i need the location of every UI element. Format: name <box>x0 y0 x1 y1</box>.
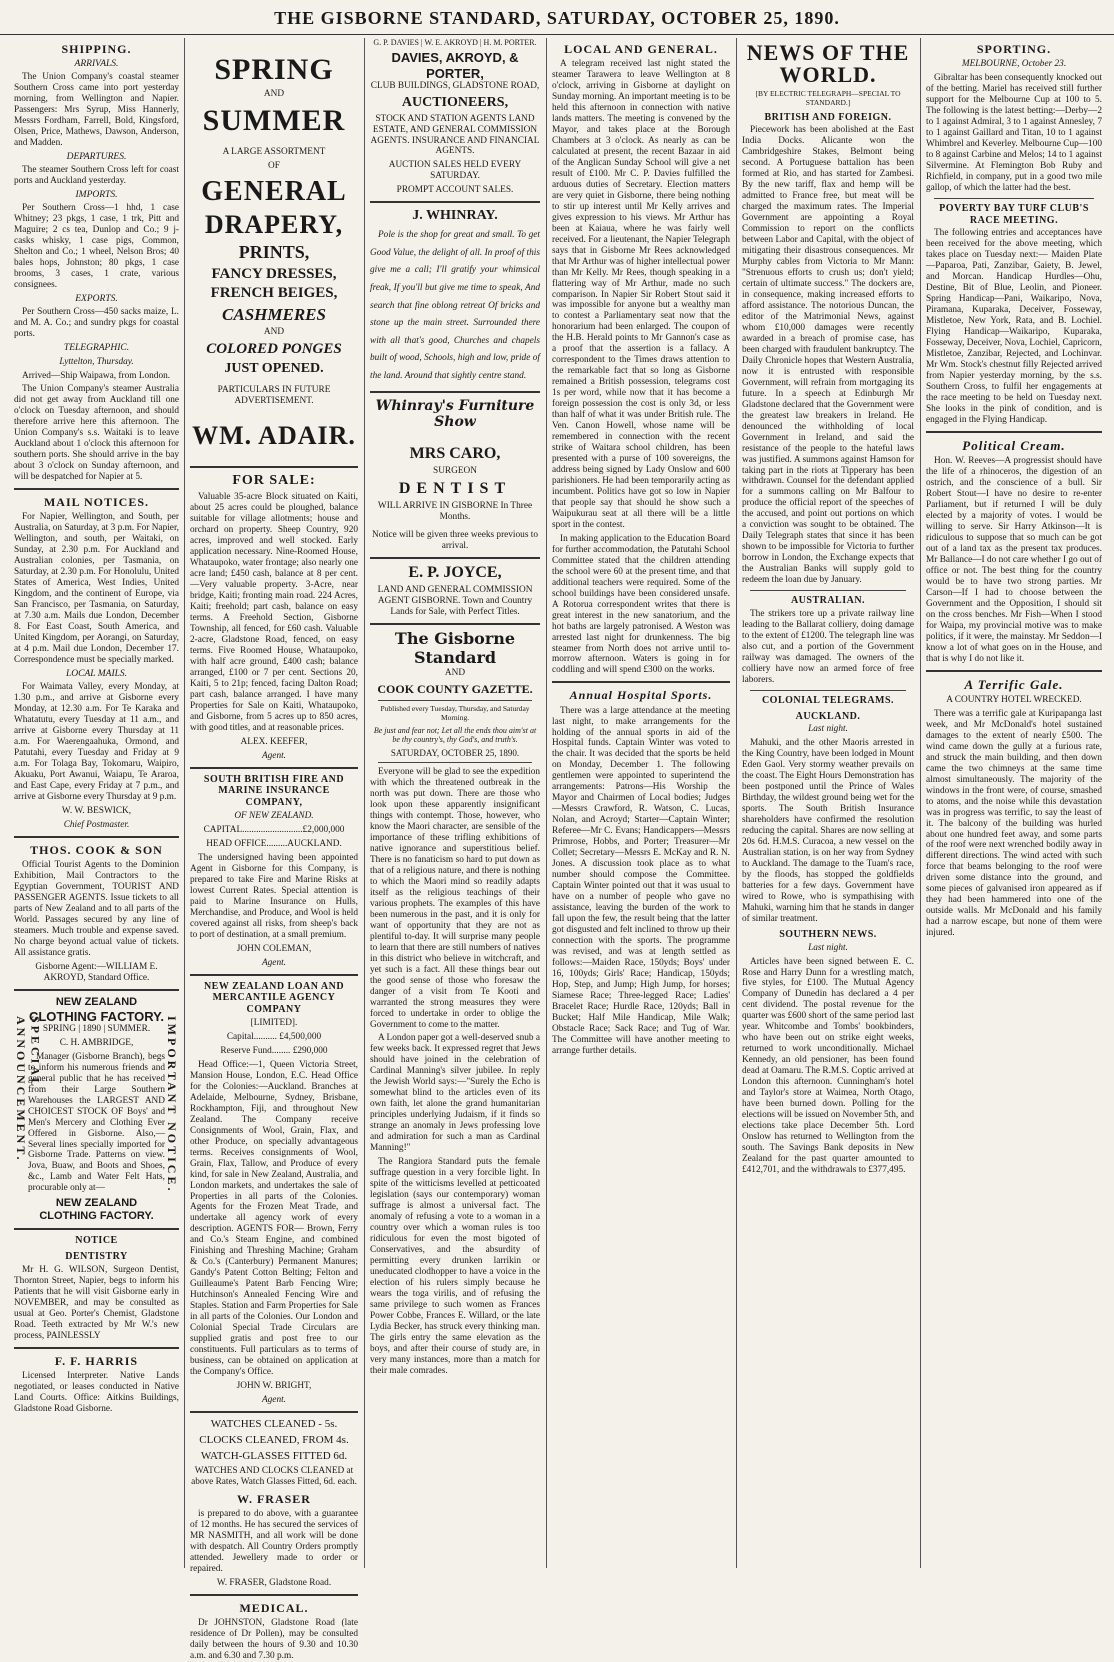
australian-heading: AUSTRALIAN. <box>790 595 866 607</box>
auckland-heading: AUCKLAND. <box>795 710 861 722</box>
leader-text: Everyone will be glad to see the expedition with which the threatened outbreak in the north was put down. There are those who look upon these apparently insignificant things with contempt. Those, however, who know the Maori character, are sensible of the importance of these trifling exhibitions of native ignorance and superstitious belief. There is no fanaticism so hard to put down as that of a religious nature, and there is nothing to which the Maori mind so readily adapts itself as the religious teachings of their various prophets. The examples of this have been numerous in the past, and it is only for want of opportunity that they are not as plentiful to-day. It will surprise many people to learn that there are still numbers of natives in this district who believe in witchcraft, and yet such is a fact. All these things bear out the good sense of those who foresaw the danger of a visit from Te Kooti and warranted the strong measures they were forced to undertake in order to oblige the Government to come to the matter. <box>370 767 540 1030</box>
medical-heading: MEDICAL. <box>239 1600 309 1615</box>
turf-club-heading: POVERTY BAY TURF CLUB'S RACE MEETING. <box>939 202 1089 226</box>
telegraphic-dateline: Lyttelton, Thursday. <box>59 356 134 367</box>
clothing-heading: NEW ZEALAND <box>55 995 138 1008</box>
clothing-factory-ad <box>14 996 179 1224</box>
notice-heading: NOTICE <box>75 1235 118 1247</box>
davies-sales: AUCTION SALES HELD EVERY SATURDAY. <box>388 160 522 182</box>
paper-and: AND <box>444 667 466 678</box>
cook-heading: THOS. COOK & SON <box>30 842 163 857</box>
side-banner-right: IMPORTANT NOTICE. <box>165 1015 179 1194</box>
divider <box>378 700 532 701</box>
divider <box>934 198 1094 199</box>
south-british-office: HEAD OFFICE.........AUCKLAND. <box>206 838 342 849</box>
davies-text: STOCK AND STATION AGENTS LAND ESTATE, AND GENERAL COMMISSION AGENTS. INSURANCE AND FINANCIAL AGENTS. <box>370 113 540 157</box>
divider <box>370 623 540 625</box>
beiges-title: FRENCH BEIGES, <box>210 285 338 302</box>
paper-motto: Be just and fear not; Let all the ends thou aim'st at be thy country's, thy God's, and truth's. <box>373 725 537 745</box>
exports-heading: EXPORTS. <box>75 294 118 305</box>
fraser-address: W. FRASER, Gladstone Road. <box>216 1577 332 1588</box>
fancy-title: FANCY DRESSES, <box>211 265 337 282</box>
political-cream-text: Hon. W. Reeves—A progressist should have the life of a rhinoceros, the digestion of an ostrich, and the conscience of a bull. Sir Robert Stout—I have no desire to re-enter Parliament, but if returned I will be duly elected by a majority of votes. I would be willing to serve. Sir Harry Atkinson—It is ridiculous to suppose that so much can be got out of a land tax as the present tax produces. Mr Ballance—I do not care whether I go out of office or not. The best thing for the country would be to have two strong parties. Mr Carson—If I had to choose between the Government and the Opposition, I should sit on the cross benches. Mr Fish—When I stood for Waipa, my provincial motive was to make politics, if it were, the mainstay. Mr Seddon—I know a lot of what goes on in the House, and that is why I do not like it. <box>926 456 1102 664</box>
and-word-2: AND <box>263 327 285 338</box>
harris-text: Licensed Interpreter. Native Lands negotiated, or leases conducted in Native Land Courts. Office: Aitkins Buildings, Gladstone Road Gisborne. <box>14 1370 179 1414</box>
column-3 <box>370 38 540 1568</box>
caro-surgeon: SURGEON <box>433 465 477 476</box>
sporting-dateline: MELBOURNE, October 23. <box>961 59 1067 70</box>
caro-dentist: DENTIST <box>398 479 512 497</box>
side-banner-left: SPECIAL ANNOUNCEMENT. <box>14 1015 43 1162</box>
divider <box>14 488 179 490</box>
forsale-text: Valuable 35-acre Block situated on Kaiti, about 25 acres could be ploughed, balance suitable for village allotments; house and orchard on property. Sheep Country, 920 acres, improved and well stocked. Early application necessary. Nine-Roomed House, Whataupoko, water frontage; also nearly one acre land; £450 cash, balance at 8 per cent.—Very valuable property. 3-Acre, near bridge, Kaiti; fronting main road. 224 Acres, Kaiti; freehold; part cash, balance on easy terms. A Freehold Section, Gisborne Township, all fenced, for £60 cash. Valuable 2-acre, Gladstone Road, fenced, on easy terms. Five Roomed House, Whataupoko, with half acre ground, £400 cash; balance arranged, £100 or 7 per cent. Sections 20, Kaiti, 5 to 21p; fenced, facing Dalton Road; part cash, balance arranged. I have many Properties for Sale on Kaiti, Whataupoko, and Gisborne, from 5 acres up to 850 acres, with good titles, and at reasonable prices. <box>190 492 358 733</box>
column-rule <box>920 38 921 1568</box>
clothing-text: Manager (Gisborne Branch), begs to inform his numerous friends and general public that he has received from their Large Southern Warehouses the LARGEST AND CHOICEST STOCK OF Boys' and Men's Mercery and Clothing Ever Offered in Gisborne. Also,— Several lines specially imported for Gisborne Trade. Patterns on view. Jova, Buaw, and Boots and Shoes, &c., Lamb and Water Felt Hats, procurable only at— <box>28 1051 165 1194</box>
colonial-heading: COLONIAL TELEGRAMS. <box>761 694 895 706</box>
sports-heading: Annual Hospital Sports. <box>569 688 713 703</box>
nz-loan-capital: Capital.......... £4,500,000 <box>226 1031 322 1042</box>
imports-text: Per Southern Cross—1 hhd, 1 case Whitney; 23 pkgs, 1 case, 1 trk, Pitt and Maguire; 2 cs tea, Dunlop and Co.; 9 j-casks whisky, 1 case pigs, Common, Shelton and Co.; 1 wheel, Nelson Bros; 40 bales hops, Johnston; 80 pkgs, 1 case brooms, 3 cases, 1 crate, various consignees. <box>14 203 179 291</box>
summer-title: SUMMER <box>202 104 346 138</box>
column-rule <box>184 38 185 1568</box>
general-title: GENERAL <box>201 175 347 207</box>
joyce-text: LAND AND GENERAL COMMISSION AGENT GISBORNE. Town and Country Lands for Sale, with Perfect Titles. <box>377 585 533 618</box>
southern-news-heading: SOUTHERN NEWS. <box>779 928 877 940</box>
keefer-role: Agent. <box>261 750 286 761</box>
joyce-heading: E. P. JOYCE, <box>408 564 502 582</box>
arrivals-heading: ARRIVALS. <box>74 59 119 70</box>
local-general-heading: LOCAL AND GENERAL. <box>564 42 718 56</box>
divider <box>378 762 532 763</box>
turf-club-text: The following entries and acceptances have been received for the above meeting, which takes place on Tuesday next:— Maiden Plate—Paparoa, Pati, Zanzibar, Gaiety, B. Jewel, and Morcan. Handicap Hurdles—Ohu, Destine, Bit of Blue, Leolin, and Pioneer. Spring Handicap—Pani, Waikaripo, Nova, Piramana, Kuparaka, Deceiver, Fosseway, Mistletoe, New York, Rata, and B. Lochiel. Flying Handicap—Waikaripo, Kuparaka, Fosseway, Deceiver, Nova, Lochiel, Capricorn, Mistletoe, Zanzibar, Rejected, and Lochinvar. Mr Wm. Stock's chestnut filly Rejected arrived from Napier yesterday morning, by the s.s. Southern Cross, to fulfil her engagements at the race meeting to be held on Tuesday next. She looks in the pink of condition, and is engaged in the Flying Handicap. <box>926 228 1102 425</box>
divider <box>190 974 358 976</box>
divider <box>552 681 730 683</box>
fraser-text: is prepared to do above, with a guarantee of 12 months. He has secured the services of MR NASMITH, and all work will be done with despatch. All Country Orders promptly attended. Jewellery made to order or repaired. <box>190 1508 358 1574</box>
divider <box>190 466 358 468</box>
keefer-name: ALEX. KEEFER, <box>240 736 308 747</box>
divider <box>190 1594 358 1596</box>
assortment-text: A LARGE ASSORTMENT <box>222 146 326 157</box>
leader-text-3: The Rangiora Standard puts the female suffrage question in a very forcible light. In spite of the witticisms levelled at petticoated legislation (says our contemporary) woman suffrage is almost a universal fact. The anomaly of refusing a vote to a woman in a country over which a woman rules is too ridiculous for even the most bigoted of Conservatives, and the absurdity of permitting every drunken larrikin or uneducated clodhopper to have a voice in the election of his rulers simply because he wears the toga virilis, and of refusing the same privilege to such women as Frances Power Cobbe, Frances E. Willard, or the late Lydia Becker, has struck every thinking man. The girls entry the same elevation as the boys, and after their course of study are, in very many instances, more than a match for their male comrades. <box>370 1157 540 1376</box>
divider <box>926 431 1102 433</box>
watches-rates: WATCHES AND CLOCKS CLEANED at above Rates, Watch Glasses Fitted, 6d. each. <box>191 1465 357 1487</box>
paper-date: SATURDAY, OCTOBER 25, 1890. <box>390 747 520 758</box>
masthead-title: THE GISBORNE STANDARD, SATURDAY, OCTOBER 25, 1890. <box>274 8 840 28</box>
column-rule <box>736 38 737 1568</box>
watches-line: WATCHES CLEANED - 5s. <box>210 1417 338 1430</box>
nz-loan-text: Head Office:—1, Queen Victoria Street, Mansion House, London, E.C. Head Office for the Colonies:—Auckland. Branches at Adelaide, Melbourne, Sydney, Brisbane, Rockhampton, Fiji, and throughout New Zealand. The Company receive Consignments of Wool, Grain, Flax, and other Produce, on specially advantageous terms. Receives consignments of Wool, Grain, Flax, Tallow, and Produce of every kind, for sale in New Zealand, Australia, and London markets, and undertakes the sale of Properties in all parts of the Colonies. Agents for the Frozen Meat Trade, and undertake all agency work of every description. AGENTS FOR— Brown, Ferry and Co.'s Steam Engine, and combined Finishing and Threshing Machine; Graham & Co.'s (Canterbury) Permanent Manures; Gandy's Patent Cotton Belting; Felton and Guilleaume's Patent Barb Fencing Wire; Hutchinson's Annealed Fencing Wire and Staples. Station and Farm Properties for Sale in all parts of the Colonies. Our London and Colonial Special Trade Circulars are supplied gratis and post free to our constituents. Full particulars as to terms of business, can be obtained on application at the Company's Office. <box>190 1059 358 1377</box>
furniture-show-heading: Whinray's Furniture Show <box>375 397 535 431</box>
glasses-line: WATCH-GLASSES FITTED 6d. <box>200 1449 348 1462</box>
column-6 <box>926 38 1102 1568</box>
cook-text: Official Tourist Agents to the Dominion Exhibition, Mail Contractors to the Egyptian Government, TOURIST AND PASSENGER AGENTS. Issue tickets to all parts of New Zealand and to all parts of the World. Passages secured by any line of steamers. Much trouble and expense saved. No charge beyond actual value of tickets. All assistance gratis. <box>14 859 179 958</box>
departures-heading: DEPARTURES. <box>66 152 127 163</box>
divider <box>14 836 179 838</box>
masthead <box>0 8 1114 35</box>
south-british-capital: CAPITAL..........................£2,000,000 <box>203 824 345 835</box>
columns <box>14 38 1104 1661</box>
caro-heading: MRS CARO, <box>409 444 501 462</box>
news-of-world-heading: NEWS OF THE WORLD. <box>746 40 910 87</box>
gale-subheading: A COUNTRY HOTEL WRECKED. <box>946 694 1082 705</box>
nz-loan-reserve: Reserve Fund........ £290,000 <box>220 1045 328 1056</box>
divider <box>190 767 358 769</box>
column-5 <box>742 38 914 1568</box>
ponges-title: COLORED PONGES <box>206 341 342 358</box>
british-foreign-text: Piecework has been abolished at the East India Docks. Alicante won the Cambridgeshire Stakes, Belmont being second. A Portuguese battalion has been formed at Rio, and has started for Zambesi. By the new tariff, flax and hemp will be admitted to France free, but meat will be charged the maximum rates. The Imperial Government are appointing a Royal Commission to report on the conflicts between Labor and Capital, with the object of mitigating their disastrous consequences. Mr Murphy cables from Victoria to Mr Mann: "Strenuous efforts to crush us; don't yield; certain of ultimate success." The dockers are, in consequence, making increased efforts to afford assistance. The notorious Duncan, the editor of the Matrimonial News, against whom £10,000 damages were recently awarded in a breach of promise case, has been charged with fraudulent bankruptcy. The Daily Chronicle hopes that Western Australia, now it is entrusted with responsible Government, will refrain from mortgaging its future. In a speech at Edinburgh Mr Gladstone declared that the Government were the greatest law breakers in Ireland. He denounced the withholding of local Government in Ireland, and said the resistance of the people to the hateful laws was justified. A summons against Hamson for taking part in the riots at Tipperary has been withdrawn. Counsel for the defendant applied for a summons calling on Mr Balfour to produce the official report of the speeches of the accused, and point out portions on which a conviction was sought to be obtained. The Daily Telegraph states that since it has been shown to be impossible for Victoria to further borrow in London, the Exchange expects that the Australian Banks will supply gold to redeem the loan due by January. <box>742 125 914 586</box>
divider <box>14 989 179 991</box>
opened-title: JUST OPENED. <box>224 360 324 376</box>
departures-text: The steamer Southern Cross left for coast ports and Auckland yesterday. <box>14 165 179 187</box>
divider <box>370 201 540 203</box>
sporting-text: Gibraltar has been consequently knocked out of the betting. Mariel has received still further support for the Melbourne Cup at 100 to 5. The following is the latest betting:—Derby—2 to 1 against Admiral, 3 to 1 against Annesley, 7 to 1 against Gaillard and Titan, 10 to 1 against Whimbrel and Keverley. Melbourne Cup—100 to 8 against Carbine and Melos; 14 to 1 against Silvermine. At Flemington Bob Ruby and Richfield, in company, put in a good two mile gallop, of which the latter had the best. <box>926 73 1102 193</box>
gale-text: There was a terrific gale at Kuripapanga last week, and Mr McDonald's hotel sustained damages to the extent of nearly £500. The wind came down the gully at a furious rate, and struck the main building, and then down came the two chimneys at the same time almost simultaneously. The majority of the windows in the front were, of course, smashed to atoms, and the noise while this devastation was in progress was terrific, to say the least of it. The balcony of the building was hurled about one hundred feet away, and some parts of the roof were next wrenched bodily away in different directions. The wind acted with such force that beams belonging to the roof were driven some distance into the ground, and some pieces of galvanised iron appeared as if they had been hammered into one of the outside walls. Mr McDonald and his family had a narrow escape, but none of them were injured. <box>926 708 1102 939</box>
leader-text-2: A London paper got a well-deserved snub a few weeks back. It expressed regret that Jews should have joined in the celebration of Cardinal Manning's silver jubilee. In reply the Jewish World says:—"Surely the Echo is somewhat blind to the articles even of its own faith, let alone the grand humanitarian principles underlying Judaism, if it finds so strange an anomaly in Jews professing love and admiration for such a man as Cardinal Manning!" <box>370 1033 540 1154</box>
and-word: AND <box>263 89 285 100</box>
caro-text: WILL ARRIVE IN GISBORNE In Three Months. <box>377 500 533 522</box>
cook-agent: Gisborne Agent:—WILLIAM E. AKROYD, Standard Office. <box>35 961 158 983</box>
local-general-text-2: In making application to the Education Board for further accommodation, the Patutahi School Committee stated that the children attending the school were 60 at the present time, and that additional teachers were required. Some of the school buildings have been considered unsafe. A Rotorua correspondent writes that there is great interest in the new sanatorium, and the hot baths are largely patronised. A Weston was arrested last night for drunkenness. The big steamer from North does not arrive until to-morrow afternoon. Waters is going in for coddling and will spend £300 on the works. <box>552 533 730 676</box>
local-mails-heading: LOCAL MAILS. <box>65 668 128 679</box>
divider <box>14 1228 179 1230</box>
divider <box>190 1411 358 1413</box>
column-rule <box>364 38 365 1568</box>
southern-dateline: Last night. <box>808 942 848 953</box>
prints-title: PRINTS, <box>238 242 310 263</box>
column-4 <box>552 38 730 1568</box>
divider <box>750 690 906 691</box>
divider <box>926 670 1102 672</box>
bright-name: JOHN W. BRIGHT, <box>236 1380 312 1391</box>
auckland-dateline: Last night. <box>808 724 848 735</box>
medical-text: Dr JOHNSTON, Gladstone Road (late residence of Dr Pollen), may be consulted daily between the hours of 9.30 and 10.30 a.m. and 6.30 and 7.30 p.m. <box>190 1617 358 1661</box>
drapery-title: DRAPERY, <box>204 209 344 239</box>
auckland-text: Mahuki, and the other Maoris arrested in the King Country, have been lodged in Mount Eden Gaol. Very stormy weather prevails on the coast. The Eight Hours Demonstration has been postponed until the Prince of Wales Birthday, the wildest ground being wet for the sports. The South British Insurance shareholders have confirmed the resolution reducing the capital. Shares are now selling at 20s 6d. H.M.S. Curacoa, a new vessel on the Australian station, is on her way from Sydney to Auckland. The damage to the Tuam's race, by the floods, has stopped the goldfields batteries for a few days. Government have wired to Rowe, who is sympathising with Mahuki, warning him that he stands in danger of similar treatment. <box>742 738 914 924</box>
caro-note: Notice will be given three weeks previous to arrival. <box>371 530 538 552</box>
divider <box>750 590 906 591</box>
divider <box>370 557 540 559</box>
column-1 <box>14 38 179 1568</box>
adair-title: WM. ADAIR. <box>192 421 356 451</box>
davies-prompt: PROMPT ACCOUNT SALES. <box>396 185 514 196</box>
dentistry-text: Mr H. G. WILSON, Surgeon Dentist, Thornton Street, Napier, begs to inform his Patients that he will visit Gisborne early in NOVEMBER, and may be consulted as usual at Geo. Porter's Chemist, Gladstone Road. Teeth extracted by Mr W.'s new process, PAINLESSLY <box>14 1264 179 1341</box>
south-british-sub: OF NEW ZEALAND. <box>234 810 314 821</box>
postmaster-role: Chief Postmaster. <box>63 819 130 830</box>
bright-role: Agent. <box>261 1394 286 1405</box>
spring-title: SPRING <box>214 53 334 86</box>
union-text: The Union Company's steamer Australia did not get away from Auckland till one o'clock on Tuesday afternoon, and should therefore arrive here this afternoon. The Union Company's s.s. Waitaki is to leave Auckland about 1 o'clock this afternoon for southern ports. She should arrive in the bay about 3 o'clock on Sunday afternoon, and will be despatched for Napier at 5. <box>14 384 179 483</box>
particulars-text: PARTICULARS IN FUTURE ADVERTISEMENT. <box>217 385 331 407</box>
local-general-text: A telegram received last night stated the steamer Tarawera to leave Wellington at 8 o'clock, arriving in Gisborne at daylight on Sunday morning. An important meeting is to be held this afternoon in connection with native lands matters. The meeting is convened by the Mayor, and takes place at the Borough Chambers at 3 o'clock. As nearly as can be calculated at present, the recent Bazaar in aid of the Anglican Sunday School will give a net result of £100. Mr C. P. Davies fulfilled the arduous duties of Secretary. Election matters are very quiet in Gisborne, there being nothing to stir up interest until Mr Kelly arrives and gives expression to his views. Mr Arthur has been at Kaiaua, where he was fairly well received. For a lieutenant, the Napier Telegraph says that in Gisborne Mr Rees acknowledged that Mr Arthur was of higher intellectual power than Mr Kelly. Mr Rees, though speaking in a flattering way of Mr Arthur, made no such comparison. In Napier Sir Robert Stout said it was impossible for anyone but a wealthy man to contest a Parliamentary seat now that the honorarium had been enlarged. The coupon of the H.B. Herald points to Mr Gannon's case as a proof that the assertion is a fallacy. A correspondent to the Times draws attention to the remarkable fact that so long as Gisborne remained a British possession, telegrams cost 1s per word, while now that it has become a foreign possession the cost is only 3d, or less than half of what it was under British rule. The Ven. Canon Howell, whose name will be remembered in connection with the recent strike of Waitara school children, has been presented with a purse of 100 sovereigns, the address being signed by Lady Onslow and 600 parishioners. He had been temporarily acting as incumbent. Politics have got so low in Napier that people say that should he show such a Waipukurau seat at all there will be a little sport in the contest. <box>552 59 730 530</box>
davies-heading: DAVIES, AKROYD, & PORTER, <box>391 50 519 81</box>
nz-loan-limited: [LIMITED]. <box>250 1017 298 1028</box>
nz-loan-heading: NEW ZEALAND LOAN AND MERCANTILE AGENCY COMPANY <box>203 980 345 1016</box>
clothing-footer: NEW ZEALAND CLOTHING FACTORY. <box>39 1197 154 1223</box>
australian-text: The strikers tore up a private railway line leading to the Ballarat colliery, doing damage to the extent of £1200. The telegraph line was also cut, and a portion of the Government railway was damaged. The owners of the colliery have now an armed force of free laborers. <box>742 608 914 685</box>
telegraphic-text: Arrived—Ship Waipawa, from London. <box>22 370 171 381</box>
southern-text: Articles have been signed between E. C. Rose and Harry Dunn for a wrestling match, five styles, for £100. The Mutual Agency Company of Dunedin has declared a 4 per cent dividend. The postal revenue for the quarter was £600 short of the same period last year. Whitcombe and Tombs' bookbinders, who have been out on strike eight weeks, returned to work unconditionally. Michael Kennedy, an old pensioner, has been found dead at Oamaru. The R.M.S. Coptic arrived at London this afternoon. Cunningham's hotel and Taylor's store at Waimea, North Otago, have been burned down. Polling for the elections will be issued on November 5th, and elections take place December 5th. Lord Onslow has returned to Wellington from the south. The Savings Bank deposits in New Zealand for the past quarter amounted to £412,701, and the withdrawals to £377,495. <box>742 956 914 1175</box>
of-word: OF <box>268 160 280 171</box>
divider <box>370 391 540 393</box>
whinray-poem: Pole is the shop for great and small. To get Good Value, the delight of all. In proof of this give me a call; I'll gratify your whimsical freak, If you'll but give me time to speak, And search that fine oblong retreat Of bricks and stone up the main street. Surrounded there with all that's good, Churches and chapels built of wood, Schools, high and low, pride of the land. Around that sightly centre stand. <box>370 229 540 382</box>
imports-heading: IMPORTS. <box>75 190 118 201</box>
mail-text: For Napier, Wellington, and South, per Australia, on Saturday, at 3 p.m. For Napier, Wellington, and south, per Waitaki, on Sunday, at 2.30 p.m. For Auckland and Australian colonies, per Tasmania, on Saturday, at 2.30 p.m. For Honolulu, United States of America, West Indies, United Kingdom, and the continent of Europe, via San Francisco, per Tasmania, on Saturday, at 7.30 a.m. Mails due London, December 8. For East Coast, South America, and United Kingdom, per Aorangi, on Saturday, at 4 p.m. Mail due London, December 17. Correspondence must be specially marked. <box>14 512 179 665</box>
south-british-heading: SOUTH BRITISH FIRE AND MARINE INSURANCE COMPANY, <box>203 773 345 809</box>
south-british-text: The undersigned having been appointed Agent in Gisborne for this Company, is prepared to take Fire and Marine Risks at lowest Current Rates. Special attention is paid to Marine Insurance on Hulls, Merchandise, and Produce, and Wool is held covered against all risks, from sheep's back to port of destination, at a small premium. <box>190 852 358 940</box>
harris-heading: F. F. HARRIS <box>54 1353 139 1368</box>
fraser-heading: W. FRASER <box>237 1491 311 1506</box>
davies-auctioneers: AUCTIONEERS, <box>401 95 509 111</box>
divider <box>14 1347 179 1349</box>
exports-text: Per Southern Cross—450 sacks maize, L. and M. A. Co.; and sundry pkgs for coastal ports. <box>14 307 179 340</box>
column-2 <box>190 38 358 1661</box>
british-foreign-heading: BRITISH AND FOREIGN. <box>764 111 892 123</box>
sporting-heading: SPORTING. <box>976 42 1052 56</box>
clothing-season: SPRING | 1890 | SUMMER. <box>42 1023 151 1034</box>
paper-publication: Published every Tuesday, Thursday, and Saturday Morning. <box>380 704 530 722</box>
gale-heading: A Terrific Gale. <box>964 676 1064 692</box>
column-rule <box>546 38 547 1568</box>
clothing-manager: C. H. AMBRIDGE, <box>59 1037 134 1048</box>
telegraphic-heading: TELEGRAPHIC. <box>63 343 130 354</box>
davies-partners: G. P. DAVIES | W. E. AKROYD | H. M. PORTER. <box>373 38 537 47</box>
arrivals-text: The Union Company's coastal steamer Southern Cross came into port yesterday morning, from Wellington and Napier. Passengers: Mrs Syrup, Miss Hannerly, Messrs Fordham, Farrell, Bold, Kingsford, Olsen, Price, Mathews, Dawson, Anderson, and Madden. <box>14 72 179 149</box>
political-cream-heading: Political Cream. <box>962 437 1066 453</box>
cashmeres-title: CASHMERES <box>222 305 326 324</box>
coleman-name: JOHN COLEMAN, <box>236 943 312 954</box>
local-mails-text: For Waimata Valley, every Monday, at 1.30 p.m., and arrive at Gisborne every Monday, at 12.30 a.m. For Te Karaka and Whatatutu, every Tuesday at 11 a.m., and arrive at Gisborne every Thursday at 11 a.m. For Waerengaahuka, Ormond, and Patutahi, every Tuesday and Friday at 9 a.m. For Tolaga Bay, Tokomaru, Waipiro, Akuaku, Port Awanui, Waiapu, Te Araroa, and East Cape, every Friday at 7 p.m., and arrive at Gisborne every Thursday at 9 p.m. <box>14 682 179 802</box>
postmaster-name: W. W. BESWICK, <box>61 805 132 816</box>
davies-address: CLUB BUILDINGS, GLADSTONE ROAD, <box>370 81 540 92</box>
sports-text: There was a large attendance at the meeting last night, to make arrangements for the holding of the annual sports in aid of the Hospital funds. Captain Winter was voted to the chair. It was decided that the sports be held on Monday, December 1. The following gentlemen were appointed to superintend the arrangements: Patrons—His Worship the Mayor and Chairmen of Local bodies; Judges—Messrs Crawford, R. Watson, C. Lucas, Nolan, and Acroyd; Starter—Captain Winter; Referee—Mr C. Evans; Handicappers—Messrs Primrose, Hobbs, and Porter; Treasurer—Mr Collet; Secretary—Messrs E. McKay and R. N. Jones. A discussion took place as to what number should compose the Committee. Captain Winter pointed out that it was usual to have on a number of people who gave no assistance, leaving the burden of the work to fall upon the few, the result being that the latter got disgusted and felt inclined to throw up their connection with the sports. The programme was revised, and was at length settled as follows:—Maiden Race, 150yds; Boys' under 16, 100yds; Girls' Race; Handicap, 150yds; Hop, Step, and Jump; High Jump, for horses; Siamese Race; Three-legged Race; Ladies' Bracelet Race; Hurdle Race, 120yds; Ball in Bucket; Half Mile Handicap, Mile Walk; Obstacle Race; Sack Race; and Tug of War. The Committee will have another meeting to arrange further details. <box>552 705 730 1056</box>
paper-subtitle: COOK COUNTY GAZETTE. <box>377 681 533 696</box>
clocks-line: CLOCKS CLEANED, FROM 4s. <box>199 1433 349 1446</box>
whinray-heading: J. WHINRAY. <box>412 208 498 224</box>
clothing-heading-2: CLOTHING FACTORY. <box>28 1008 165 1024</box>
mail-heading: MAIL NOTICES. <box>43 495 150 510</box>
coleman-role: Agent. <box>261 957 286 968</box>
news-of-world-sub: [BY ELECTRIC TELEGRAPH—SPECIAL TO STANDARD.] <box>755 89 901 107</box>
shipping-heading: SHIPPING. <box>61 42 132 56</box>
dentistry-heading: DENTISTRY <box>65 1251 128 1263</box>
paper-title: The Gisborne Standard <box>394 629 516 668</box>
forsale-heading: FOR SALE: <box>232 472 316 488</box>
